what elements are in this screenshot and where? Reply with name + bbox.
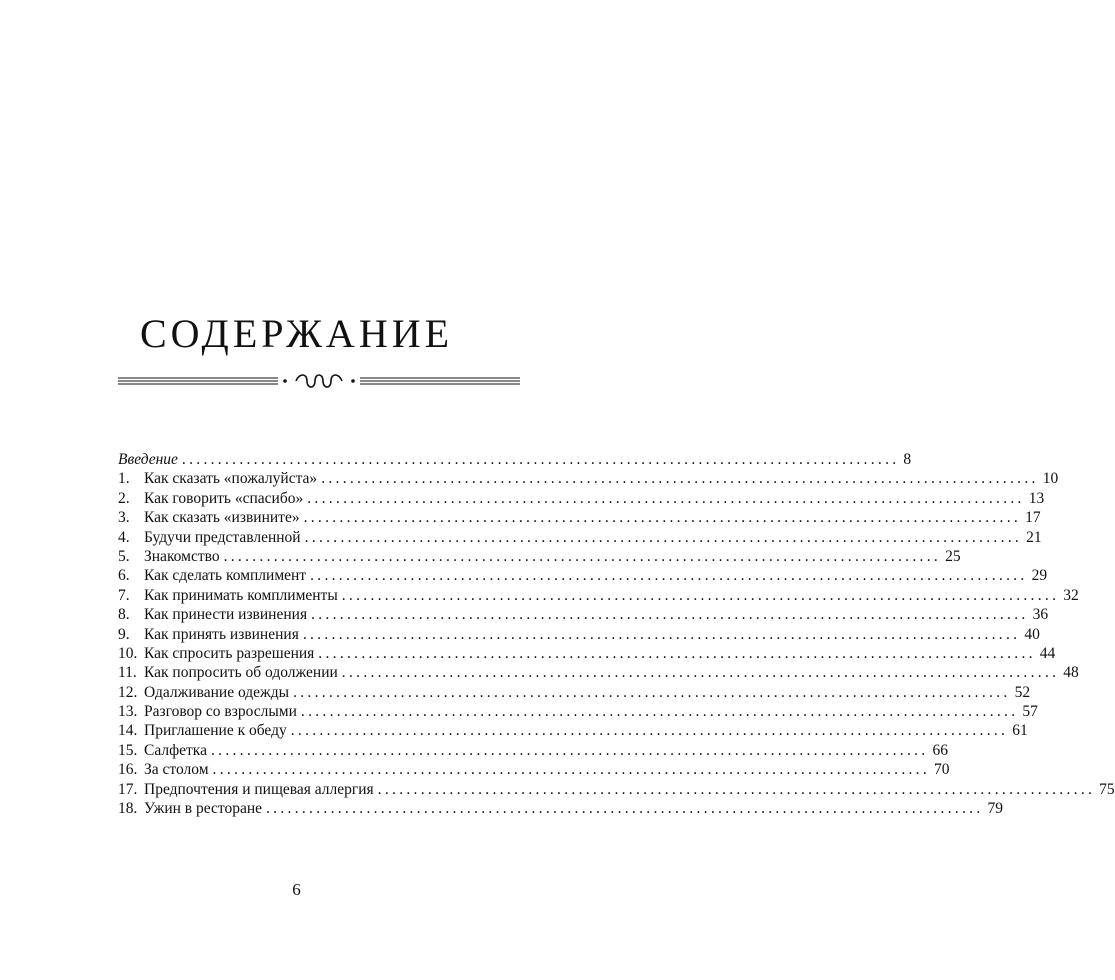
toc-entry bbox=[118, 605, 1049, 624]
toc-entry-number: 6. bbox=[118, 567, 130, 585]
toc-entry bbox=[118, 508, 1041, 527]
toc-entry-page: 29 bbox=[1031, 567, 1048, 585]
toc-entry-page: 40 bbox=[1024, 625, 1040, 643]
dot-leader: .................................................................................................... bbox=[377, 780, 1096, 798]
toc-entry-label: Как сделать комплимент bbox=[144, 567, 307, 585]
toc-entry-number: 16. bbox=[118, 761, 138, 779]
toc-entry-label: Введение bbox=[118, 451, 178, 468]
dot-leader: .................................................................................................... bbox=[310, 567, 1028, 585]
toc-entry bbox=[118, 566, 1048, 585]
dot-leader: .................................................................................................... bbox=[223, 547, 942, 565]
toc-entry-label: Как сказать «извините» bbox=[144, 509, 300, 527]
toc-entry-label: Салфетка bbox=[144, 741, 207, 759]
toc-entry-number: 2. bbox=[118, 489, 130, 507]
page-number: 6 bbox=[292, 880, 301, 899]
toc-entry bbox=[118, 586, 1079, 605]
toc-entry-number: 1. bbox=[118, 470, 130, 488]
toc-entry-number: 11. bbox=[118, 664, 137, 682]
toc-entry-label: Как принести извинения bbox=[144, 606, 308, 624]
toc-entry-label: Знакомство bbox=[144, 547, 220, 565]
toc-entry-label: Как сказать «пожалуйста» bbox=[144, 470, 318, 488]
dot-leader: .................................................................................................... bbox=[318, 644, 1036, 662]
toc-entry-label: Как принять извинения bbox=[144, 625, 299, 643]
toc-entry bbox=[118, 528, 1042, 547]
toc-entry bbox=[118, 721, 1028, 740]
dot-leader: .................................................................................................... bbox=[300, 703, 1019, 721]
toc-entry-page: 70 bbox=[934, 761, 950, 779]
toc-entry-number: 9. bbox=[118, 625, 130, 643]
dot-leader: .................................................................................................... bbox=[321, 470, 1039, 488]
dot-leader: .................................................................................................... bbox=[341, 586, 1060, 604]
dot-leader: .................................................................................................... bbox=[307, 489, 1025, 507]
toc-entry-page: 25 bbox=[945, 547, 961, 565]
dot-leader: .................................................................................................... bbox=[302, 625, 1021, 643]
toc-entry-number: 14. bbox=[118, 722, 138, 740]
toc-entry bbox=[118, 663, 1079, 682]
toc-entry-page: 36 bbox=[1032, 606, 1049, 624]
toc-entry-page: 32 bbox=[1063, 586, 1079, 604]
toc-entry-number: 12. bbox=[118, 683, 138, 701]
toc-entry bbox=[118, 625, 1040, 644]
dot-leader: .................................................................................................... bbox=[293, 683, 1011, 701]
toc-entry-label: Ужин в ресторане bbox=[144, 800, 262, 818]
dot-leader: .................................................................................................... bbox=[341, 664, 1060, 682]
page-title: СОДЕРЖАНИЕ bbox=[139, 311, 454, 356]
toc-entry-label: Как принимать комплименты bbox=[144, 586, 338, 604]
toc-entry-label: Как говорить «спасибо» bbox=[144, 489, 304, 507]
toc-entry bbox=[118, 683, 1031, 702]
toc-entry bbox=[118, 469, 1059, 488]
toc-entry-page: 75 bbox=[1099, 780, 1115, 798]
toc-entry-number: 13. bbox=[118, 703, 138, 721]
toc-entry-label: Разговор со взрослыми bbox=[144, 703, 297, 721]
toc-entry bbox=[118, 780, 1115, 799]
toc-entry-label: За столом bbox=[144, 761, 209, 779]
toc-entry-page: 79 bbox=[987, 800, 1003, 818]
toc-entry-page: 17 bbox=[1025, 509, 1041, 527]
toc-entry-number: 7. bbox=[118, 586, 130, 604]
dot-leader: .................................................................................................... bbox=[304, 528, 1023, 546]
toc-entry-number: 8. bbox=[118, 606, 130, 624]
toc-entry-number: 18. bbox=[118, 800, 138, 818]
toc-entry bbox=[118, 741, 948, 760]
dot-leader: .................................................................................................... bbox=[290, 722, 1009, 740]
toc-entry-label: Приглашение к обеду bbox=[144, 722, 287, 740]
toc-entry-label: Одалживание одежды bbox=[144, 683, 290, 701]
dot-leader: .................................................................................................... bbox=[181, 451, 900, 468]
toc-entry bbox=[118, 547, 961, 566]
toc-entry-label: Как спросить разрешения bbox=[144, 644, 315, 662]
toc-entry-number: 17. bbox=[118, 780, 138, 798]
toc-entry-page: 52 bbox=[1014, 683, 1031, 701]
toc-entry-number: 10. bbox=[118, 644, 138, 662]
toc-entry-page: 8 bbox=[903, 451, 912, 468]
toc-entry-number: 3. bbox=[118, 509, 130, 527]
toc-entry-label: Предпочтения и пищевая аллергия bbox=[144, 780, 374, 798]
toc-entry bbox=[118, 760, 950, 779]
dot-leader: .................................................................................................... bbox=[266, 800, 984, 818]
toc-entry-page: 61 bbox=[1012, 722, 1028, 740]
toc-entry bbox=[118, 644, 1056, 663]
toc-entry bbox=[118, 702, 1038, 721]
toc-entry-page: 66 bbox=[932, 741, 948, 759]
toc-entry-label: Как попросить об одолжении bbox=[144, 664, 338, 682]
table-of-contents bbox=[118, 450, 1115, 818]
toc-entry-page: 10 bbox=[1042, 470, 1059, 488]
toc-entry-intro bbox=[118, 450, 912, 469]
dot-leader: .................................................................................................... bbox=[210, 741, 929, 759]
dot-leader: .................................................................................................... bbox=[311, 606, 1029, 624]
toc-entry-label: Будучи представленной bbox=[144, 528, 301, 546]
dot-leader: .................................................................................................... bbox=[303, 509, 1022, 527]
toc-entry bbox=[118, 799, 1003, 818]
toc-entry-page: 48 bbox=[1063, 664, 1079, 682]
toc-entry-page: 21 bbox=[1026, 528, 1042, 546]
toc-entry bbox=[118, 489, 1045, 508]
toc-entry-number: 4. bbox=[118, 528, 130, 546]
ornament-divider bbox=[118, 370, 520, 392]
toc-entry-page: 13 bbox=[1028, 489, 1045, 507]
toc-entry-number: 15. bbox=[118, 741, 138, 759]
toc-entry-number: 5. bbox=[118, 547, 130, 565]
toc-entry-page: 44 bbox=[1039, 644, 1056, 662]
toc-entry-page: 57 bbox=[1022, 703, 1038, 721]
dot-leader: .................................................................................................... bbox=[212, 761, 931, 779]
